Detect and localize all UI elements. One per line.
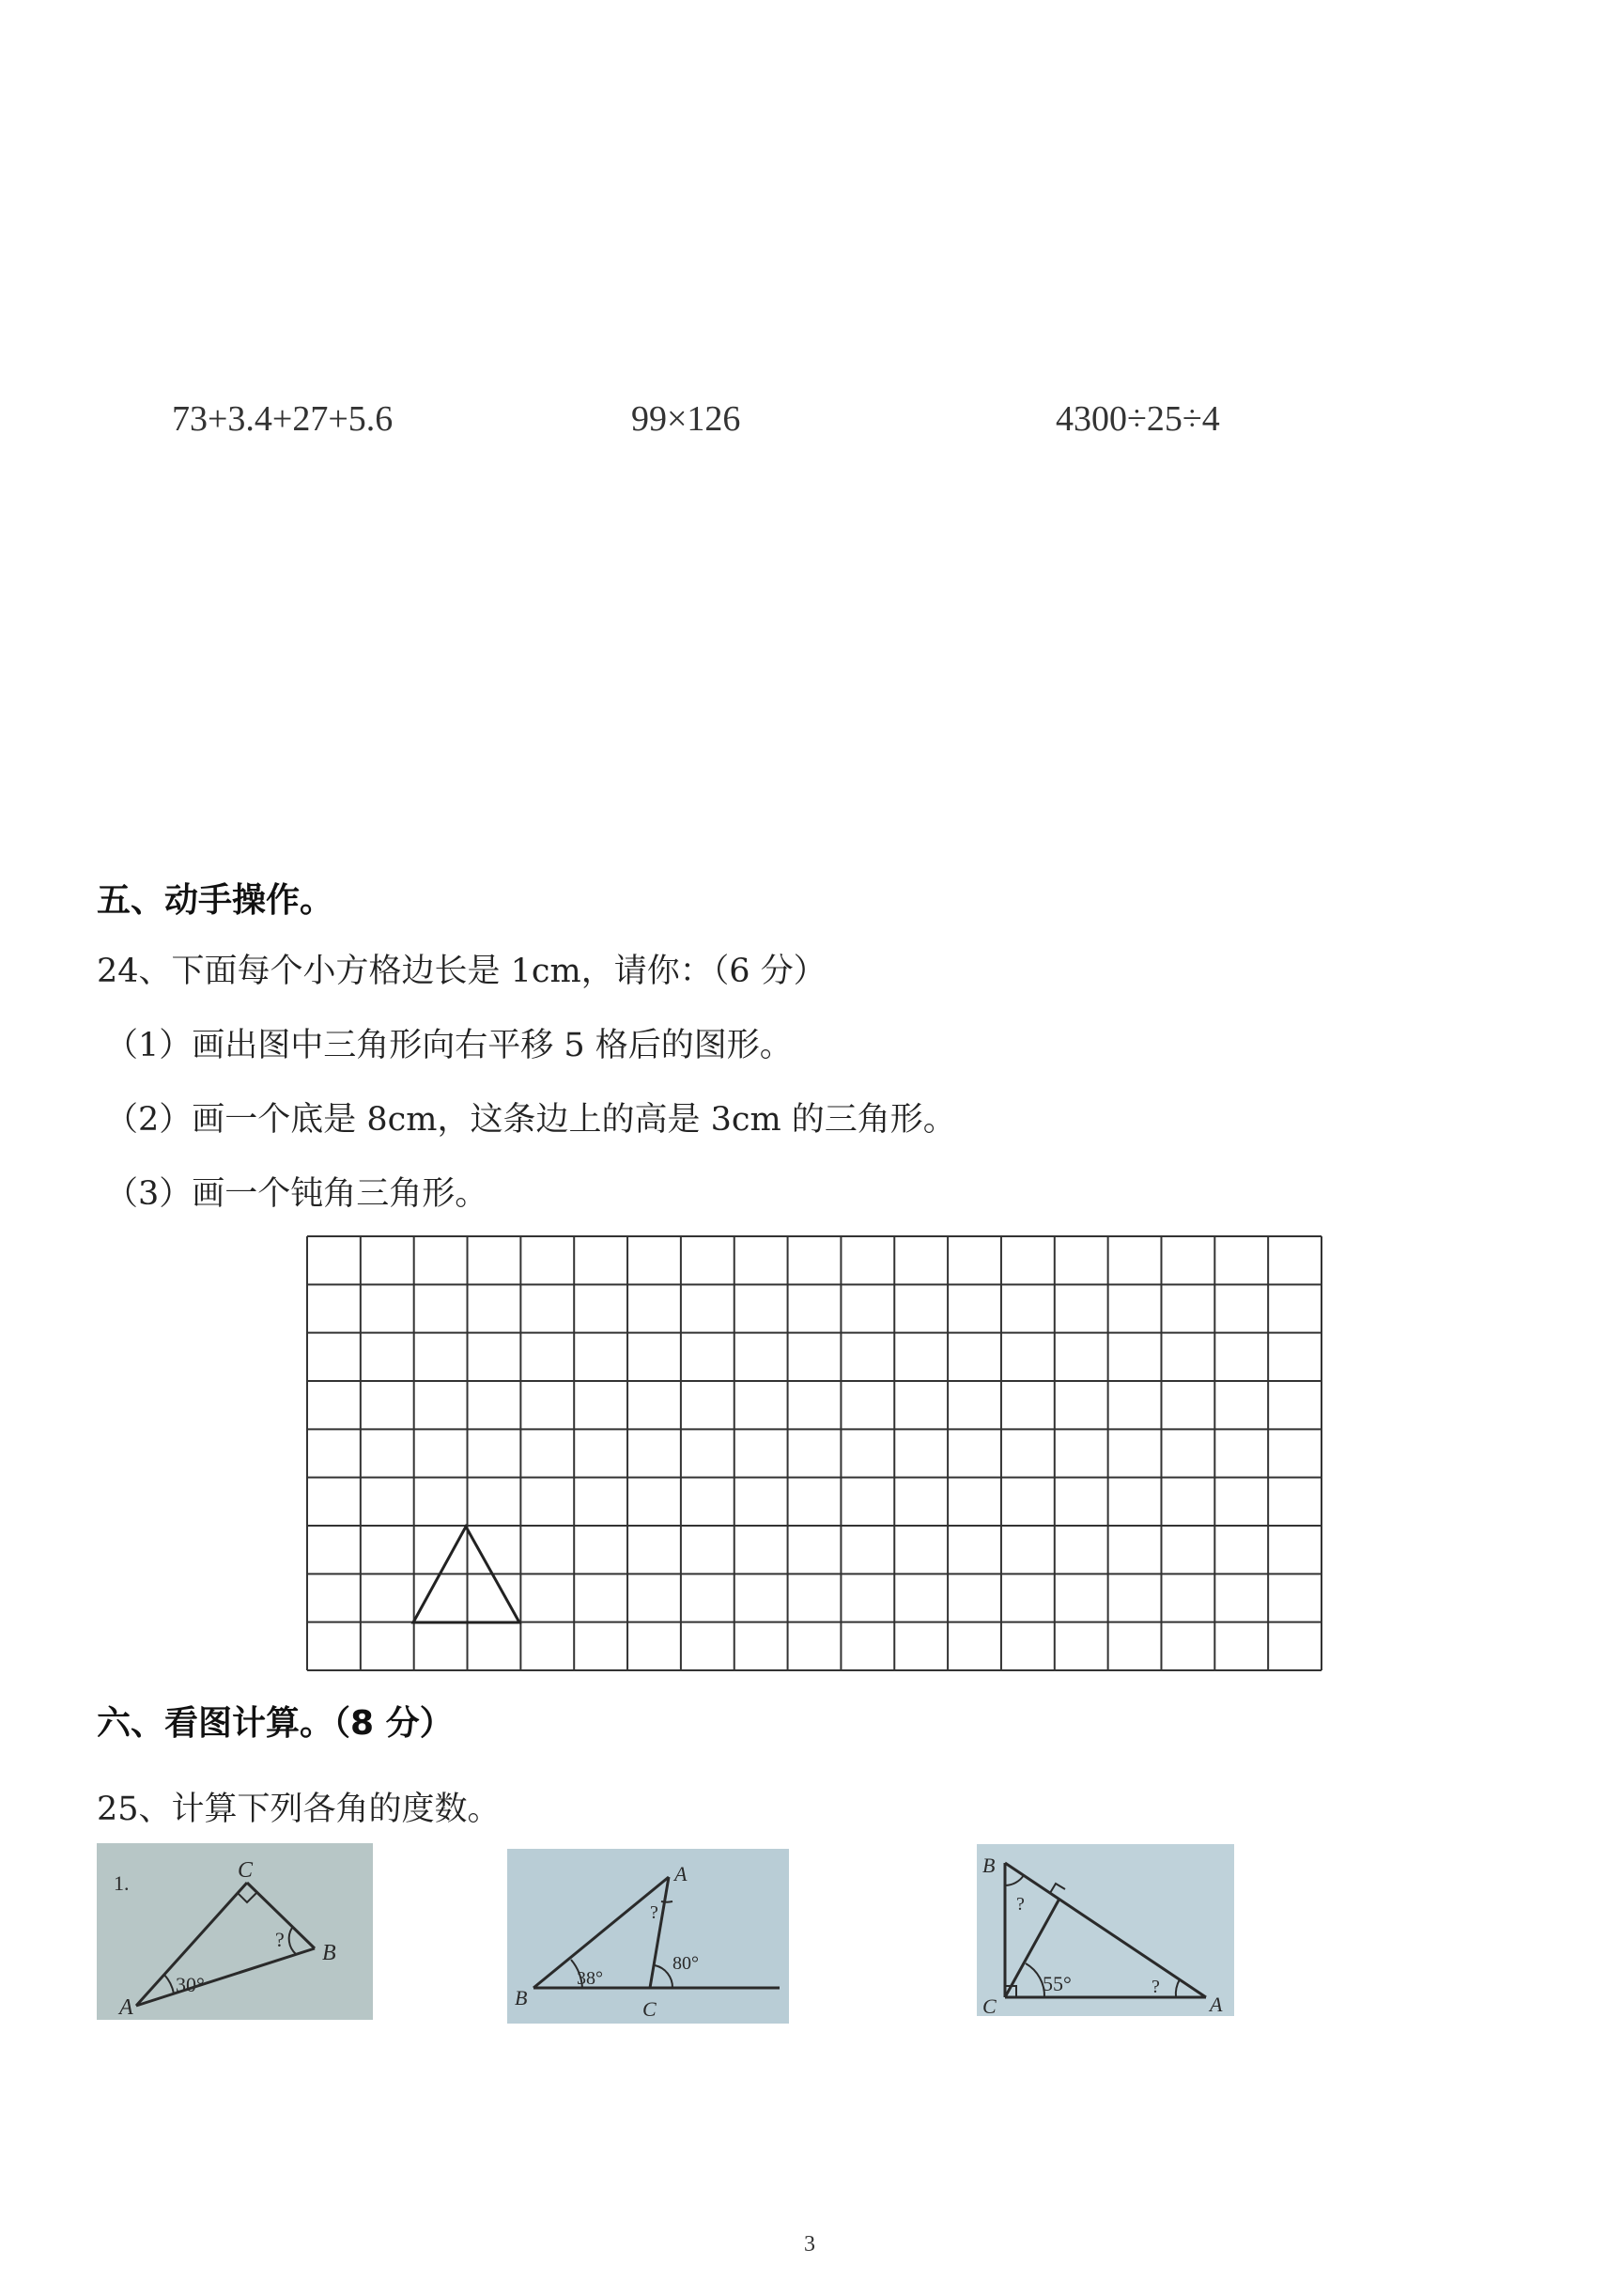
expression-2: 99×126	[631, 399, 741, 439]
label-b: B	[515, 1986, 528, 2009]
label-b: B	[982, 1854, 996, 1877]
question-24-item-2: （2）画一个底是 8cm，这条边上的高是 3cm 的三角形。	[105, 1101, 956, 1139]
unknown-angle-a-label: ?	[1152, 1977, 1160, 1997]
figure-1	[97, 1843, 373, 2024]
label-c: C	[642, 1997, 657, 2021]
unknown-angle-b-label: ?	[1016, 1894, 1025, 1915]
question-25: 25、计算下列各角的度数。	[97, 1791, 501, 1828]
label-a: A	[674, 1862, 688, 1885]
section5-heading: 五、动手操作。	[97, 881, 334, 920]
grid-svg[interactable]	[306, 1235, 1322, 1671]
angle-30-label: 30°	[176, 1973, 205, 1996]
question-24: 24、下面每个小方格边长是 1cm，请你：（6 分）	[97, 953, 827, 990]
figure-3	[977, 1844, 1234, 2020]
page-number: 3	[804, 2232, 815, 2257]
question-24-item-3: （3）画一个钝角三角形。	[105, 1175, 488, 1213]
angle-38-label: 38°	[577, 1968, 603, 1989]
expression-1: 73+3.4+27+5.6	[172, 399, 394, 439]
angle-80-label: 80°	[672, 1953, 699, 1974]
label-b: B	[322, 1941, 336, 1965]
drawing-grid[interactable]	[306, 1235, 1322, 1675]
angle-55-label: 55°	[1043, 1972, 1072, 1995]
unknown-angle-label: ?	[650, 1902, 658, 1923]
question-24-item-1: （1）画出图中三角形向右平移 5 格后的图形。	[105, 1027, 793, 1064]
label-c: C	[982, 1994, 997, 2016]
label-a: A	[119, 1995, 133, 2020]
expression-3: 4300÷25÷4	[1056, 399, 1220, 439]
figure-2	[507, 1849, 789, 2027]
unknown-angle-label: ?	[275, 1928, 285, 1951]
label-c: C	[238, 1858, 254, 1883]
figure-1-background	[97, 1843, 373, 2020]
label-a: A	[1210, 1993, 1223, 2016]
section6-heading: 六、看图计算。（8 分）	[97, 1704, 454, 1743]
figure-1-number: 1.	[114, 1871, 130, 1895]
angle-arc-a	[661, 1901, 672, 1902]
